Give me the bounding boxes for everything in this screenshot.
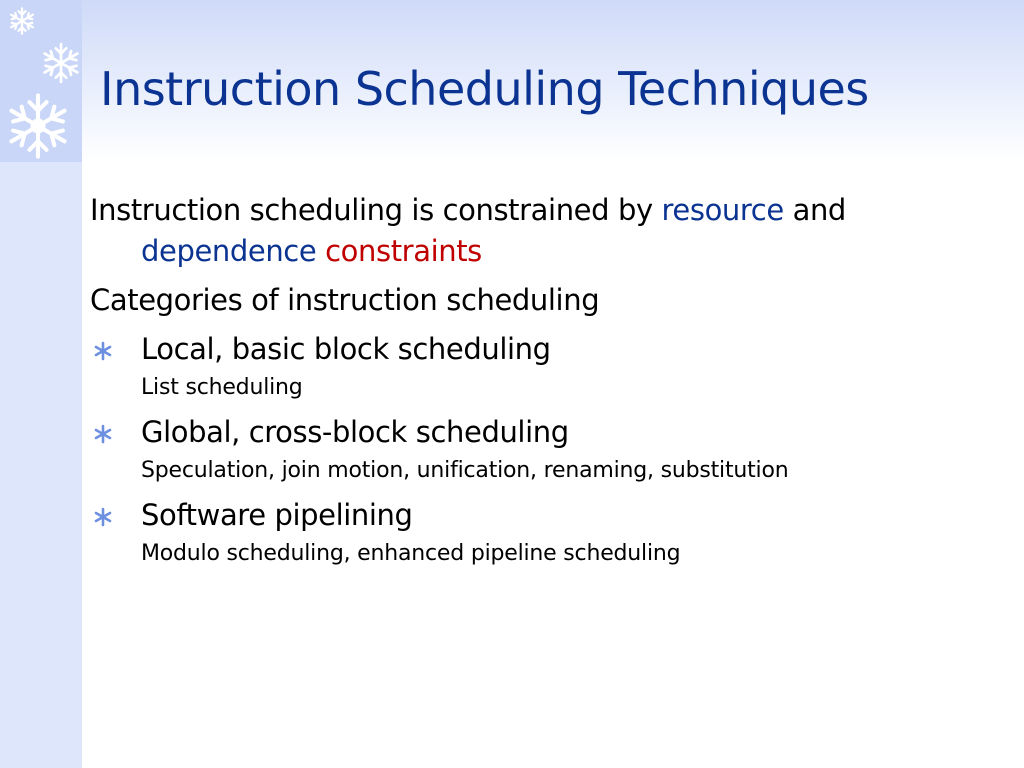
snowflake-icon	[40, 42, 82, 84]
sub-item: Speculation, join motion, unification, renaming, substitution	[141, 458, 789, 483]
slide-body	[90, 190, 990, 578]
snowflake-icon	[8, 7, 36, 35]
snowflake-icon	[4, 92, 72, 160]
asterisk-bullet-icon	[93, 424, 113, 444]
sub-item: Modulo scheduling, enhanced pipeline scheduling	[141, 541, 681, 566]
intro-continuation	[90, 231, 990, 272]
highlight-dependence: dependence	[141, 234, 317, 268]
highlight-constraints: constraints	[325, 234, 482, 268]
intro-paragraph	[90, 190, 990, 272]
categories-heading: Categories of instruction scheduling	[90, 283, 600, 317]
sub-item: List scheduling	[141, 375, 303, 400]
intro-text-and: and	[783, 193, 846, 227]
asterisk-bullet-icon	[93, 507, 113, 527]
intro-text: Instruction scheduling is constrained by	[90, 193, 662, 227]
highlight-resource: resource	[661, 193, 784, 227]
bullet-label: Software pipelining	[141, 498, 413, 532]
slide-title: Instruction Scheduling Techniques	[100, 62, 869, 116]
bullet-item	[90, 495, 990, 535]
bullet-label: Global, cross-block scheduling	[141, 415, 569, 449]
bullet-label: Local, basic block scheduling	[141, 332, 551, 366]
bullet-item	[90, 329, 990, 369]
asterisk-bullet-icon	[93, 341, 113, 361]
bullet-item	[90, 412, 990, 452]
